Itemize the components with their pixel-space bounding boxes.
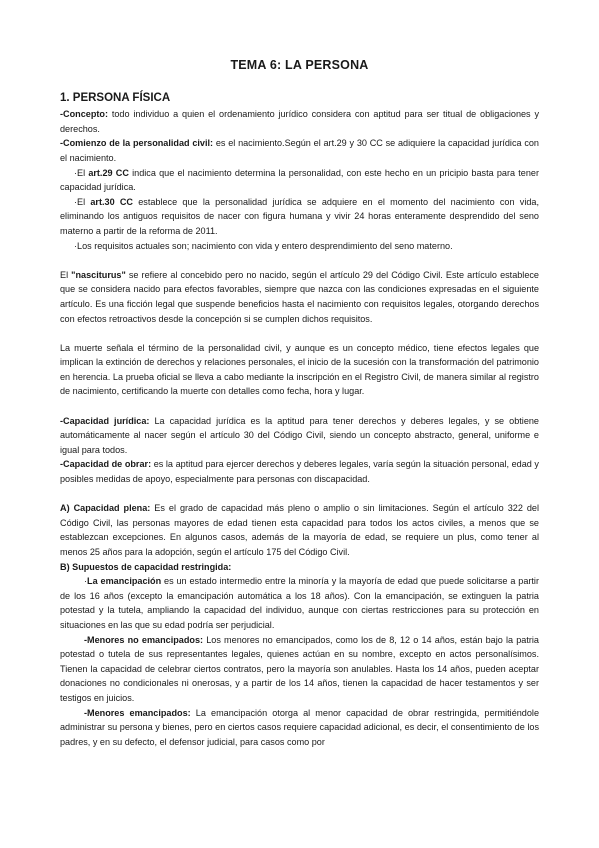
paragraph-comienzo: -Comienzo de la personalidad civil: es el nacimiento.Según el art.29 y 30 CC se adiquiere la capacidad jurídica con el nacimiento. [60,138,539,163]
paragraph-capacidad-plena: A) Capacidad plena: Es el grado de capacidad más pleno o amplio o sin limitaciones. Según el artículo 322 del Código Civil, las personas mayores de edad tienen esta capacidad para todos los actos civiles, a menos que se establezcan excepciones. En algunos casos, además de la mayoría de edad, se requiere un plus, como tener al menos 25 años para la adopción, según el artículo 175 del Código Civil. [60,503,539,557]
paragraph-requisitos: ·Los requisitos actuales son; nacimiento con vida y entero desprendimiento del seno materno. [74,240,453,251]
term-label: -Capacidad de obrar: [60,459,152,470]
term-label: -Menores no emancipados: [84,634,204,645]
paragraph-concepto: -Concepto: todo individuo a quien el ordenamiento jurídico considera con aptitud para ser titual de obligaciones y derechos. [60,109,539,134]
term-label: La emancipación [87,576,162,587]
paragraph-muerte: La muerte señala el término de la personalidad civil, y aunque es un concepto médico, tiene efectos legales que implican la extinción de derechos y relaciones personales, el inicio de la sucesión con la transformación del patrimonio en herencia. La prueba oficial se lleva a cabo mediante la inscripción en el Registro Civil, de manera similar al registro de nacimiento, certificando la muerte con detalles como fecha, hora y lugar. [60,342,539,397]
paragraph-emancipacion: ·La emancipación es un estado intermedio entre la minoría y la mayoría de edad que puede solicitarse a partir de los 16 años (excepto la emancipación automática a los 18 años). Con la emancipación, se extinguen la patria potestad y la tutela, ampliando la capacidad del individuo, aunque con ciertas restricciones para su protección en situaciones en las que su edad podría ser perjudicial. [60,576,539,630]
term-label: -Menores emancipados: [84,707,191,718]
term-label: art.29 CC [88,167,129,178]
term-label: -Comienzo de la personalidad civil: [60,138,214,149]
paragraph-nasciturus: El "nasciturus" se refiere al concebido pero no nacido, según el artículo 29 del Código Civil. Este artículo establece que se considera nacido para efectos favorables, siempre que nazca con las condiciones expresadas en el siguiente artículo. Es una ficción legal que suspende beneficios hasta el nacimiento con requisitos legales, otorgando derechos con efectos retroactivos desde la concepción si se cumplen dichos requisitos. [60,269,539,324]
term-label: art.30 CC [90,196,133,207]
paragraph-capacidad-obrar: -Capacidad de obrar: es la aptitud para ejercer derechos y deberes legales, varía según la situación personal, edad y posibles medidas de apoyo, especialmente para personas con discapacidad. [60,459,539,485]
paragraph-no-emancipados: -Menores no emancipados: Los menores no emancipados, como los de 8, 12 o 14 años, están bajo la patria potestad o tutela de sus representantes legales, quienes actúan en su nombre, excepto en actos personalísimos. Tienen la capacidad de celebrar ciertos contratos, pero la mayoría son anulables. Hasta los 14 años, pueden aceptar donaciones no condicionales ni onerosas, y a partir de los 14 años, tienen la capacidad de hacer testamentos y ser testigos en juicios. [60,634,539,703]
term-label: A) Capacidad plena: [60,503,151,514]
subheading-restringida: B) Supuestos de capacidad restringida: [60,561,232,572]
paragraph-emancipados: -Menores emancipados: La emancipación otorga al menor capacidad de obrar restringida, permitiéndole administrar su persona y bienes, pero en ciertos casos requiere capacidad adicional, es decir, el consentimiento de los padres, y en su defecto, el defensor judicial, para casos como por [60,707,539,747]
paragraph-capacidad-juridica: -Capacidad jurídica: La capacidad jurídica es la aptitud para tener derechos y deberes legales, y se obtiene automáticamente al nacer según el artículo 30 del Código Civil, siendo un concepto abstracto, general, uniforme e igual para todos. [60,415,539,455]
term-label: -Capacidad jurídica: [60,415,150,426]
document-title: TEMA 6: LA PERSONA [230,58,369,72]
paragraph-art29: ·El art.29 CC indica que el nacimiento determina la personalidad, con este hecho en un pricipio basta para tener capacidad jurídica. [60,167,540,193]
term-label: "nasciturus" [71,269,126,280]
term-label: -Concepto: [60,109,108,120]
section-heading: 1. PERSONA FÍSICA [60,91,171,104]
paragraph-art30: ·El art.30 CC establece que la personalidad jurídica se adquiere en el momento del nacimiento con vida, eliminando los antiguos requisitos de nacer con figura humana y vivir 24 horas enteramente desprendido del seno materno a partir de la reforma de 2011. [60,196,539,236]
